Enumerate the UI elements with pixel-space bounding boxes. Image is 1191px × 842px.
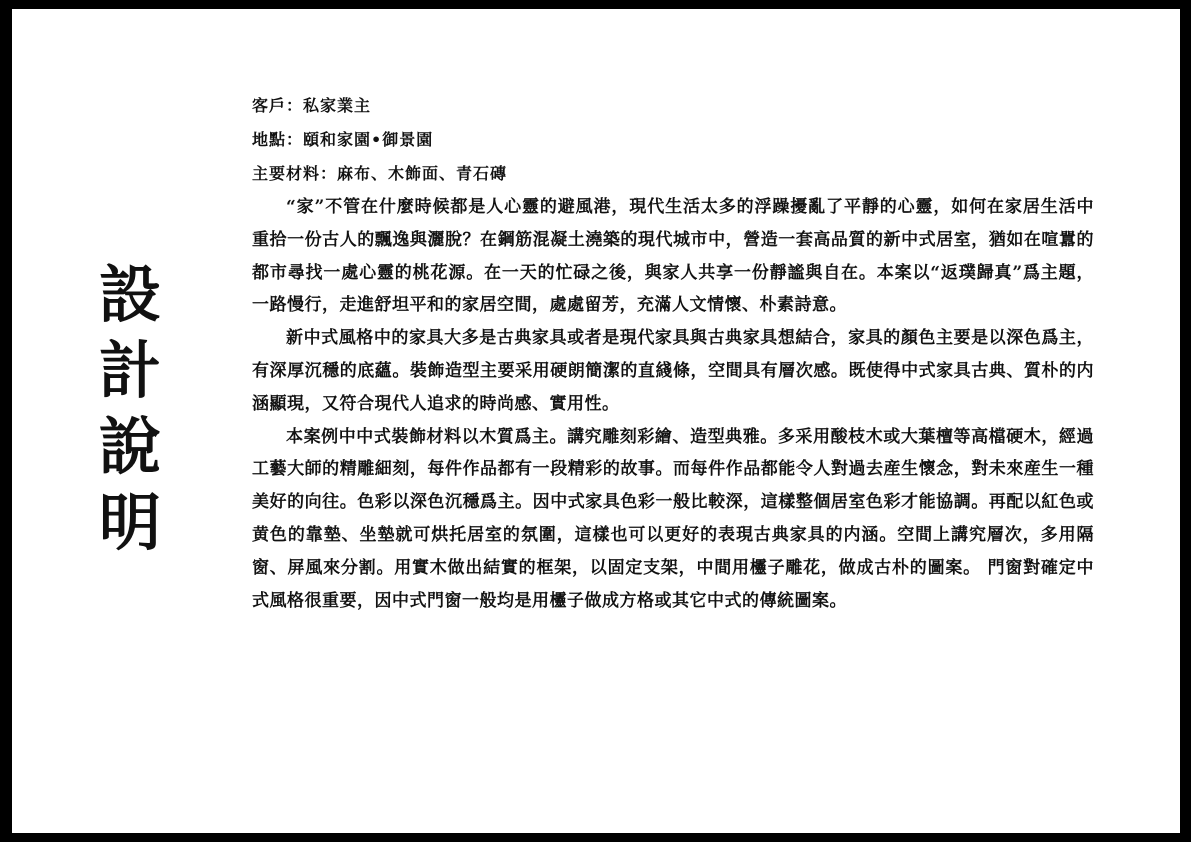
page-title: 設計說明 (98, 258, 161, 559)
description-content (252, 89, 1094, 617)
paragraph-materials: 本案例中中式裝飾材料以木質爲主。講究雕刻彩繪、造型典雅。多采用酸枝木或大葉檀等高檔硬木，經過工藝大師的精雕細刻，每件作品都有一段精彩的故事。而每件作品都能令人對過去産生懷念，對未來産生一種美好的向往。色彩以深色沉穩爲主。因中式家具色彩一般比較深，這樣整個居室色彩才能協調。再配以紅色或黄色的靠墊、坐墊就可烘托居室的氛圍，這樣也可以更好的表現古典家具的内涵。空間上講究層次，多用隔窗、屏風來分割。用實木做出結實的框架，以固定支架，中間用欞子雕花，做成古朴的圖案。 門窗對確定中式風格很重要，因中式門窗一般均是用欞子做成方格或其它中式的傳統圖案。 (252, 426, 1094, 611)
client-line: 客戶：私家業主 (252, 96, 372, 115)
materials-line: 主要材料：麻布、木飾面、青石磚 (252, 164, 508, 183)
location-line: 地點：頤和家園•御景園 (252, 130, 434, 149)
paragraph-style: 新中式風格中的家具大多是古典家具或者是現代家具與古典家具想結合，家具的顏色主要是以深色爲主，有深厚沉穩的底蘊。裝飾造型主要采用硬朗簡潔的直綫條，空間具有層次感。既使得中式家具古典、質朴的内涵顯現，又符合現代人追求的時尚感、實用性。 (252, 328, 1094, 414)
paragraph-intro: “家”不管在什麼時候都是人心靈的避風港，現代生活太多的浮躁擾亂了平靜的心靈，如何在家居生活中重拾一份古人的飄逸與灑脫？在鋼筋混凝土澆築的現代城市中，營造一套高品質的新中式居室，猶如在喧囂的都市尋找一處心靈的桃花源。在一天的忙碌之後，與家人共享一份靜謐與自在。本案以“返璞歸真”爲主題，一路慢行，走進舒坦平和的家居空間，處處留芳，充滿人文情懷、朴素詩意。 (252, 197, 1094, 316)
page (12, 9, 1180, 833)
